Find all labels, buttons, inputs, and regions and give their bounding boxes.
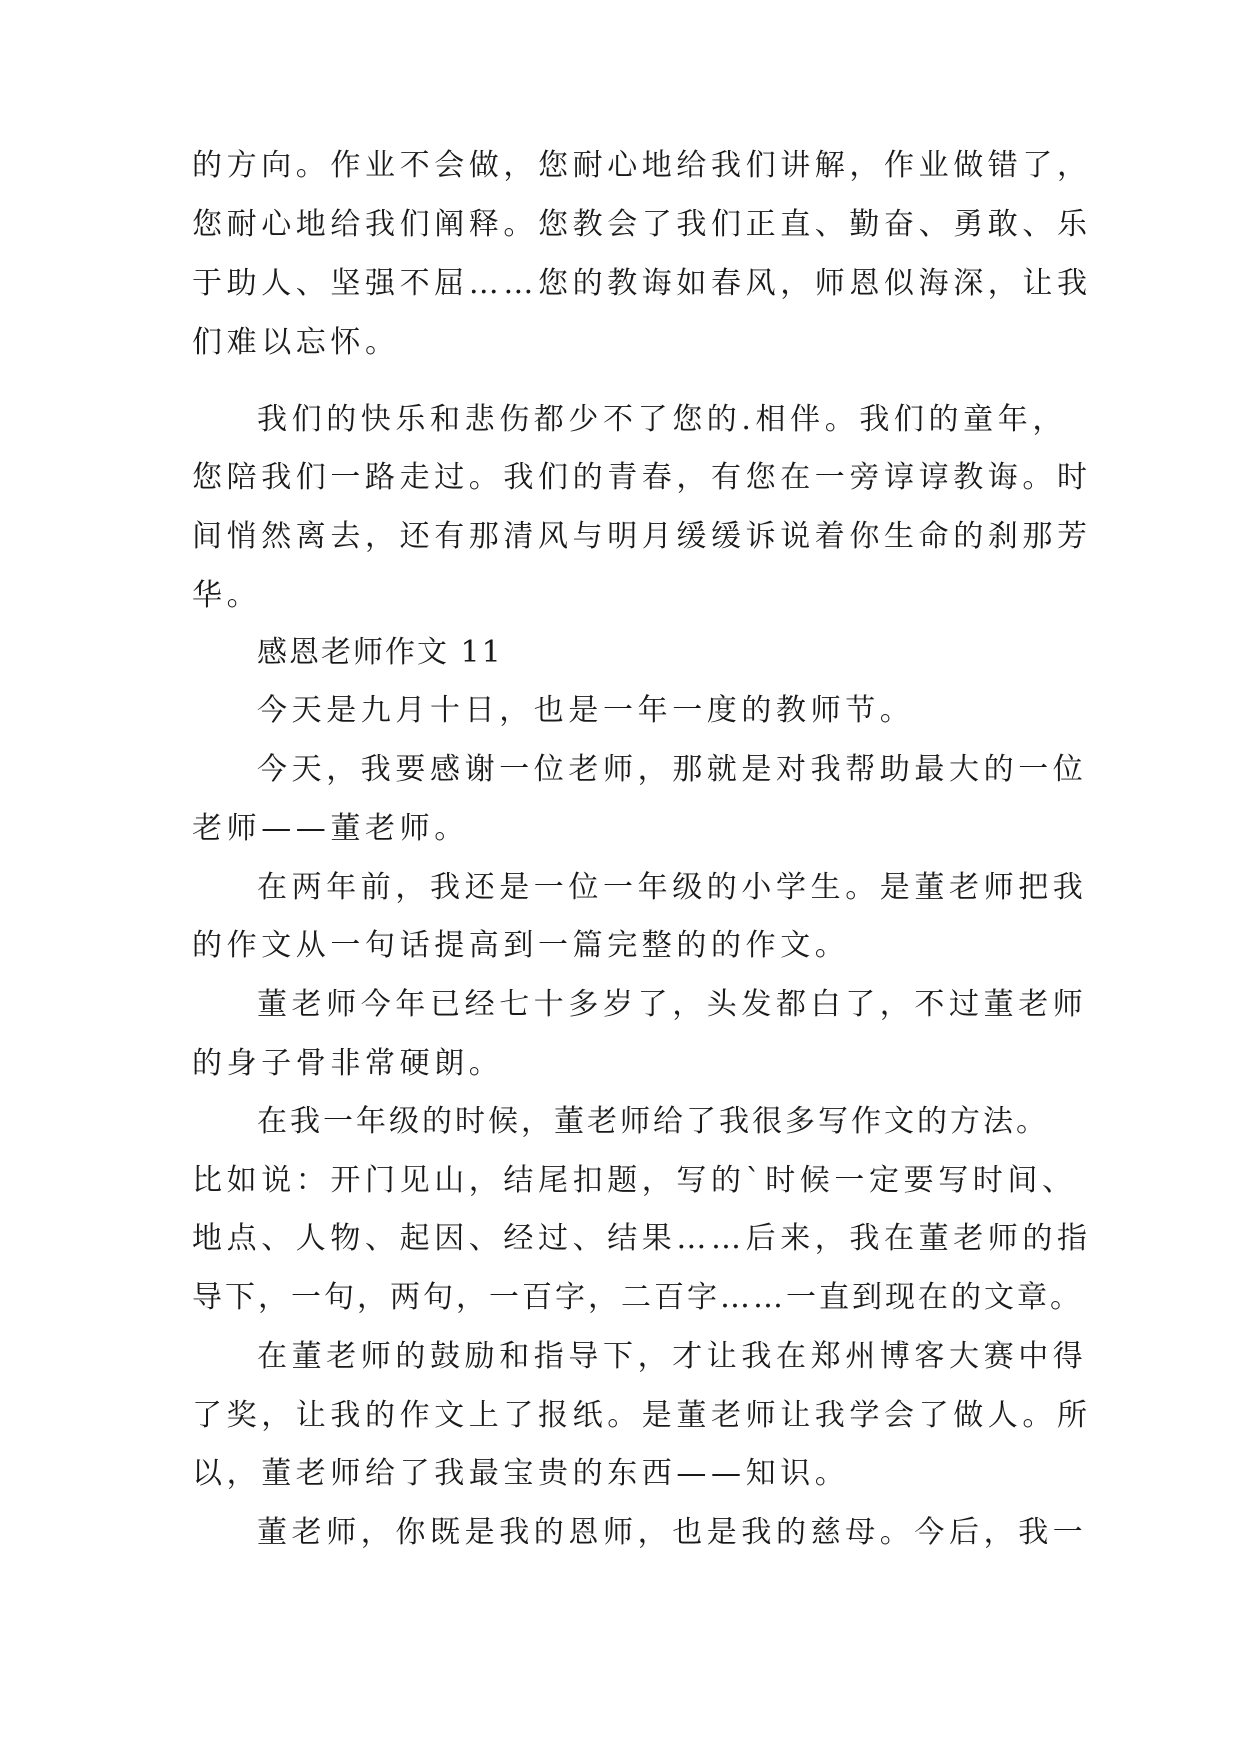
text-line: 我们的快乐和悲伤都少不了您的.相伴。我们的童年， bbox=[257, 402, 1067, 437]
text-line: 了奖，让我的作文上了报纸。是董老师让我学会了做人。所 bbox=[192, 1398, 1092, 1433]
text-line: 们难以忘怀。 bbox=[192, 325, 400, 360]
text-line: 地点、人物、起因、经过、结果……后来，我在董老师的指 bbox=[192, 1221, 1092, 1256]
text-line: 以，董老师给了我最宝贵的东西——知识。 bbox=[192, 1456, 850, 1491]
text-line: 在两年前，我还是一位一年级的小学生。是董老师把我 bbox=[257, 870, 1088, 905]
text-line: 您陪我们一路走过。我们的青春，有您在一旁谆谆教诲。时 bbox=[192, 460, 1092, 495]
text-line: 间悄然离去，还有那清风与明月缓缓诉说着你生命的刹那芳 bbox=[192, 519, 1092, 554]
text-line: 您耐心地给我们阐释。您教会了我们正直、勤奋、勇敢、乐 bbox=[192, 207, 1092, 242]
text-line: 比如说：开门见山，结尾扣题，写的`时候一定要写时间、 bbox=[192, 1163, 1077, 1198]
text-line: 的身子骨非常硬朗。 bbox=[192, 1046, 504, 1081]
text-line: 在我一年级的时候，董老师给了我很多写作文的方法。 bbox=[257, 1104, 1049, 1139]
text-line: 今天是九月十日，也是一年一度的教师节。 bbox=[257, 693, 915, 728]
text-line: 导下，一句，两句，一百字，二百字……一直到现在的文章。 bbox=[192, 1280, 1083, 1315]
text-line: 今天，我要感谢一位老师，那就是对我帮助最大的一位 bbox=[257, 752, 1088, 787]
text-line: 的方向。作业不会做，您耐心地给我们讲解，作业做错了， bbox=[192, 148, 1092, 183]
text-line: 董老师，你既是我的恩师，也是我的慈母。今后，我一 bbox=[257, 1515, 1088, 1550]
text-line: 的作文从一句话提高到一篇完整的的作文。 bbox=[192, 928, 850, 963]
text-line: 董老师今年已经七十多岁了，头发都白了，不过董老师 bbox=[257, 987, 1088, 1022]
text-line: 在董老师的鼓励和指导下，才让我在郑州博客大赛中得 bbox=[257, 1339, 1088, 1374]
text-line: 老师——董老师。 bbox=[192, 811, 469, 846]
text-line: 于助人、坚强不屈……您的教诲如春风，师恩似海深，让我 bbox=[192, 266, 1092, 301]
text-line: 华。 bbox=[192, 578, 262, 613]
section-heading: 感恩老师作文 11 bbox=[257, 635, 503, 670]
